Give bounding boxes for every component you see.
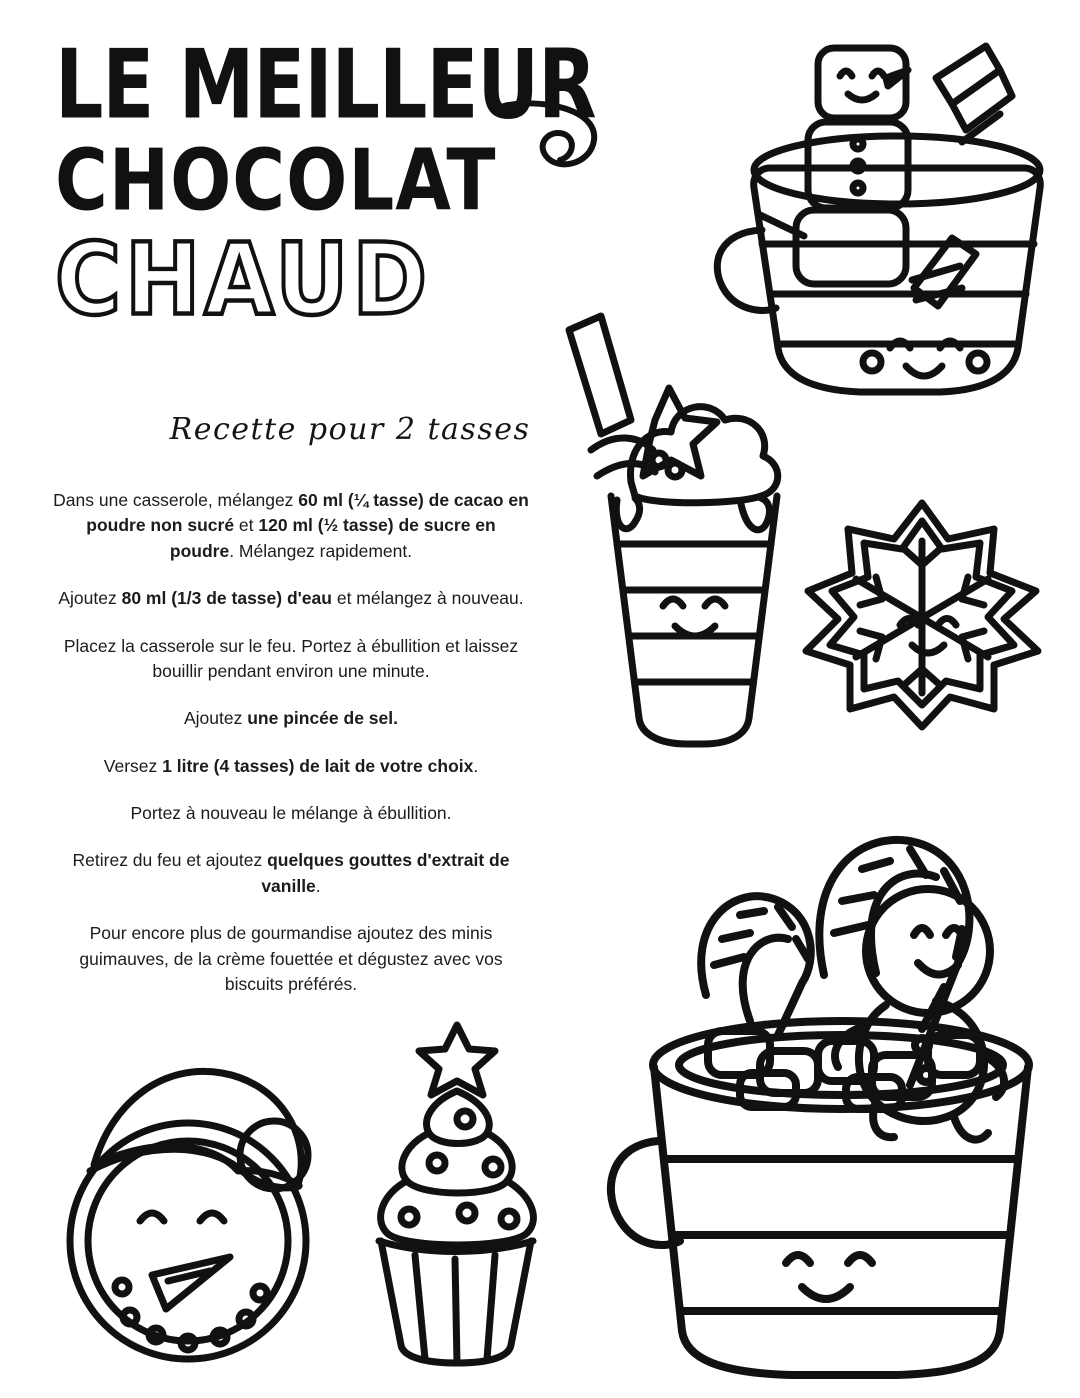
recipe-step-text: . Mélangez rapidement. <box>229 540 413 561</box>
recipe-step-text: Placez la casserole sur le feu. Portez à ébullition et laissez bouillir pendant environ une minute. <box>63 635 519 681</box>
recipe-step-emphasis: 120 ml (½ tasse) de sucre en poudre <box>169 515 496 561</box>
snowman-face-cookie-illustration <box>60 1045 330 1380</box>
recipe-step-text: et mélangez à nouveau. <box>331 588 524 609</box>
recipe-step <box>52 921 530 997</box>
recipe-step <box>52 706 530 731</box>
recipe-step-text: Retirez du feu et ajoutez <box>72 850 268 871</box>
snowflake-cookie-illustration <box>790 495 1055 735</box>
recipe-step-text: et <box>234 515 259 536</box>
swirl-flourish-icon <box>498 98 608 188</box>
recipe-step <box>52 634 530 685</box>
recipe-step <box>52 801 530 826</box>
recipe-subtitle: Recette pour 2 tasses <box>169 412 531 447</box>
christmas-tree-cupcake-illustration <box>345 1015 570 1370</box>
recipe-step-text: Ajoutez <box>58 588 122 609</box>
page-title-line-2: CHOCOLAT <box>55 130 497 230</box>
page-title-line-1: LE MEILLEUR <box>55 28 596 140</box>
recipe-step-emphasis: 80 ml (1/3 de tasse) d'eau <box>121 588 332 609</box>
recipe-step <box>52 754 530 779</box>
recipe-step-text: Versez <box>103 755 163 776</box>
recipe-step <box>52 848 530 899</box>
recipe-step-text: . <box>473 755 479 776</box>
recipe-step-text: Ajoutez <box>184 708 248 729</box>
recipe-step-emphasis: une pincée de sel. <box>247 708 398 729</box>
recipe-step-emphasis: 1 litre (4 tasses) de lait de votre choix <box>162 755 474 776</box>
page-title-line-3: CHAUD <box>55 221 432 338</box>
recipe-step-emphasis: quelques gouttes d'extrait de vanille <box>261 850 510 896</box>
recipe-step-text: Portez à nouveau le mélange à ébullition. <box>130 803 452 823</box>
recipe-step-text: Pour encore plus de gourmandise ajoutez des minis guimauves, de la crème fouettée et dégustez avec vos biscuits préférés. <box>79 923 503 994</box>
recipe-step <box>52 488 530 564</box>
recipe-step <box>52 586 530 611</box>
recipe-step-emphasis: 60 ml (¼ tasse) de cacao en poudre non sucré <box>86 490 529 536</box>
recipe-step-text: . <box>315 875 321 896</box>
mug-with-gingerbread-man-and-candy-canes-illustration <box>610 735 1060 1385</box>
recipe-instructions <box>52 488 530 997</box>
recipe-step-text: Dans une casserole, mélangez <box>53 490 299 510</box>
